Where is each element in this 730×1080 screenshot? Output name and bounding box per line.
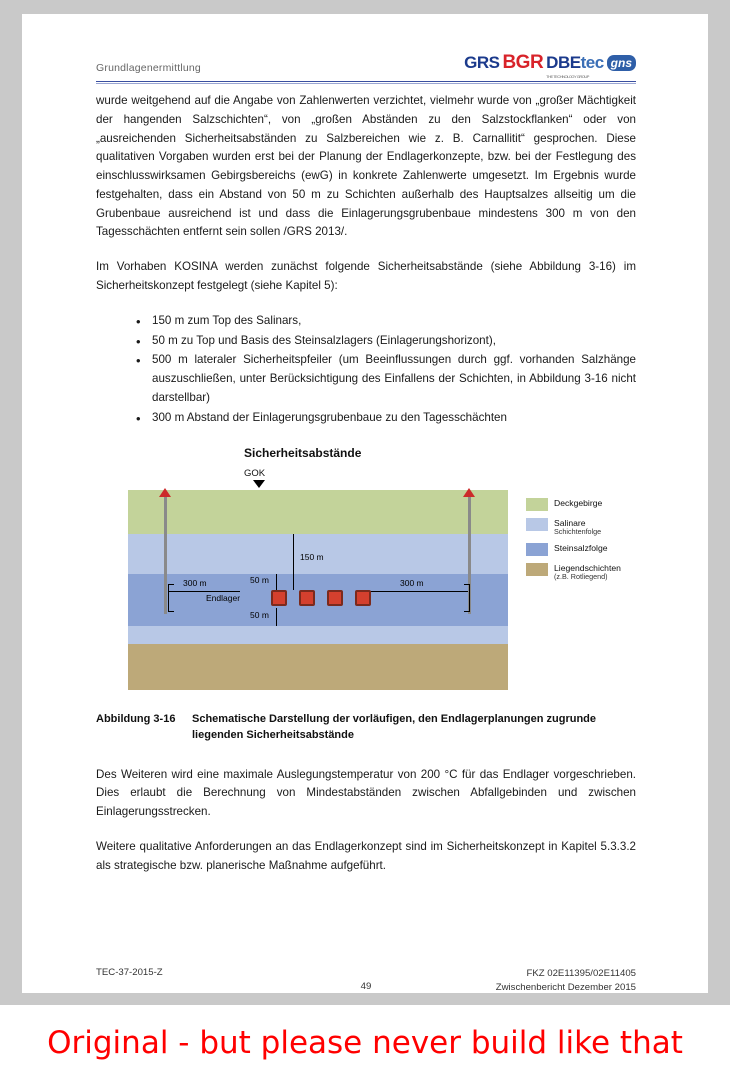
shaft-left-marker-icon	[159, 488, 171, 497]
legend-swatch-salinare	[526, 518, 548, 531]
legend-item	[526, 498, 646, 511]
dim-300-left-label: 300 m	[183, 577, 207, 588]
annotation-banner-text: Original - but please never build like that	[47, 1024, 683, 1061]
footer-report-date: Zwischenbericht Dezember 2015	[495, 981, 636, 993]
dim-300-right-line	[366, 591, 468, 592]
gok-marker-icon	[253, 480, 265, 488]
waste-canister	[299, 590, 315, 606]
list-item: • 50 m zu Top und Basis des Steinsalzlagers (Einlagerungshorizont),	[134, 332, 636, 351]
list-item: • 500 m lateraler Sicherheitspfeiler (um Beeinflussungen durch ggf. vorhanden Salzhänge auszuschließen, unter Berücksichtigung des Einfallens der Schichten, in Abbildung 3-16 nicht darstellbar)	[134, 351, 636, 407]
legend-sublabel: Schichtenfolge	[554, 526, 602, 536]
legend-item	[526, 518, 646, 537]
legend-swatch-steinsalzfolge	[526, 543, 548, 556]
repository-bracket-right	[464, 584, 470, 612]
paragraph-3: Des Weiteren wird eine maximale Auslegungstemperatur von 200 °C für das Endlager vorgeschrieben. Dies erlaubt die Berechnung von Mindestabständen zwischen Abfallgebinden und zwischen Einlagerungsstrecken.	[96, 767, 636, 819]
dim-150-label: 150 m	[300, 551, 324, 562]
dim-300-right-label: 300 m	[400, 577, 424, 588]
document-page	[22, 14, 708, 993]
legend-label-group	[554, 563, 621, 582]
shaft-right-marker-icon	[463, 488, 475, 497]
legend-swatch-deckgebirge	[526, 498, 548, 511]
legend-item	[526, 543, 646, 556]
list-item: • 150 m zum Top des Salinars,	[134, 312, 636, 331]
paragraph-2: Im Vorhaben KOSINA werden zunächst folgende Sicherheitsabstände (siehe Abbildung 3-16) im Sicherheitskonzept festgelegt (siehe Kapitel 5):	[96, 260, 636, 293]
repository-bracket-left	[168, 584, 174, 612]
layer-liegendschichten	[128, 644, 508, 690]
dim-50-bottom-line	[276, 608, 277, 626]
paragraph-1: wurde weitgehend auf die Angabe von Zahlenwerten verzichtet, vielmehr wurde von „großer Mächtigkeit der hangenden Salzschichten“, von „großen Abständen zu den Salzstockflanken“ oder von „ausreichenden Sicherheitsabständen zu Salzbereichen wie z. B. Carnallitit“ gesprochen. Diese qualitativen Vorgaben wurden erst bei der Planung der Endlagerkonzepte, bzw. bei der Festlegung des einschlusswirksamen Gebirgsbereichs (ewG) in konkrete Zahlenwerte umgesetzt. Im Ergebnis wurde festgehalten, dass ein Abstand von 50 m zu Schichten außerhalb des Hauptsalzes allseitig um die Grubenbaue ausreichend ist und dass die Einlagerungsgrubenbaue mindestens 300 m von den Tagesschächten entfernt sein sollen /GRS 2013/.	[96, 94, 636, 239]
dim-50-top-line	[276, 574, 277, 590]
logo-tagline: THE TECHNOLOGY GROUP	[546, 74, 589, 79]
publisher-logo	[464, 50, 636, 79]
safety-distance-list	[96, 312, 636, 428]
footer-document-id: TEC-37-2015-Z	[96, 967, 163, 978]
footer-fkz: FKZ 02E11395/02E11405	[526, 968, 636, 979]
annotation-banner	[0, 1005, 730, 1080]
dim-300-left-line	[168, 591, 240, 592]
header-rule-secondary	[96, 83, 636, 84]
gok-label: GOK	[244, 467, 266, 479]
shaft-left	[164, 496, 167, 614]
waste-canister	[355, 590, 371, 606]
legend-item	[526, 563, 646, 582]
list-item: • 300 m Abstand der Einlagerungsgrubenbaue zu den Tagesschächten	[134, 409, 636, 428]
dim-50-bottom-label: 50 m	[250, 609, 269, 620]
logo-grs-text: GRS	[464, 53, 500, 72]
header-title: Grundlagenermittlung	[96, 62, 201, 74]
layer-salinare-unten	[128, 626, 508, 644]
figure-caption-text: Schematische Darstellung der vorläufigen, den Endlagerplanungen zugrunde liegenden Sicherheitsabstände	[192, 712, 597, 741]
figure-caption-number: Abbildung 3-16	[96, 712, 176, 725]
legend-swatch-liegendschichten	[526, 563, 548, 576]
footer-page-number: 49	[360, 981, 372, 992]
logo-dbe-label: DBE	[546, 53, 581, 72]
dim-150-vertical	[293, 534, 294, 590]
logo-gns-text: gns	[607, 55, 636, 71]
figure-caption	[96, 711, 636, 744]
endlager-label: Endlager	[206, 592, 241, 603]
document-header	[96, 50, 636, 92]
waste-canister	[271, 590, 287, 606]
legend-label-group	[554, 518, 601, 537]
layer-deckgebirge	[128, 490, 508, 534]
figure-legend	[526, 498, 646, 589]
waste-canister	[327, 590, 343, 606]
legend-sublabel: (z.B. Rotliegend)	[554, 572, 608, 582]
header-rule-primary	[96, 81, 636, 82]
legend-label: Salinare	[554, 517, 586, 528]
logo-tec-label: tec	[580, 53, 604, 72]
dim-50-top-label: 50 m	[250, 574, 269, 585]
footer-project-info	[496, 967, 636, 993]
figure-3-16	[96, 446, 636, 701]
page-content	[96, 50, 636, 891]
legend-label: Deckgebirge	[554, 497, 603, 508]
logo-dbe-text	[546, 53, 604, 79]
figure-title: Sicherheitsabstände	[244, 445, 362, 460]
logo-bgr-text: BGR	[502, 52, 544, 73]
legend-label: Steinsalzfolge	[554, 543, 608, 554]
paragraph-4: Weitere qualitative Anforderungen an das Endlagerkonzept sind im Sicherheitskonzept in Kapitel 5.3.3.2 als strategische bzw. planerische Maßnahme aufgeführt.	[96, 839, 636, 872]
geological-cross-section	[128, 490, 508, 690]
legend-label: Liegendschichten	[554, 563, 621, 574]
